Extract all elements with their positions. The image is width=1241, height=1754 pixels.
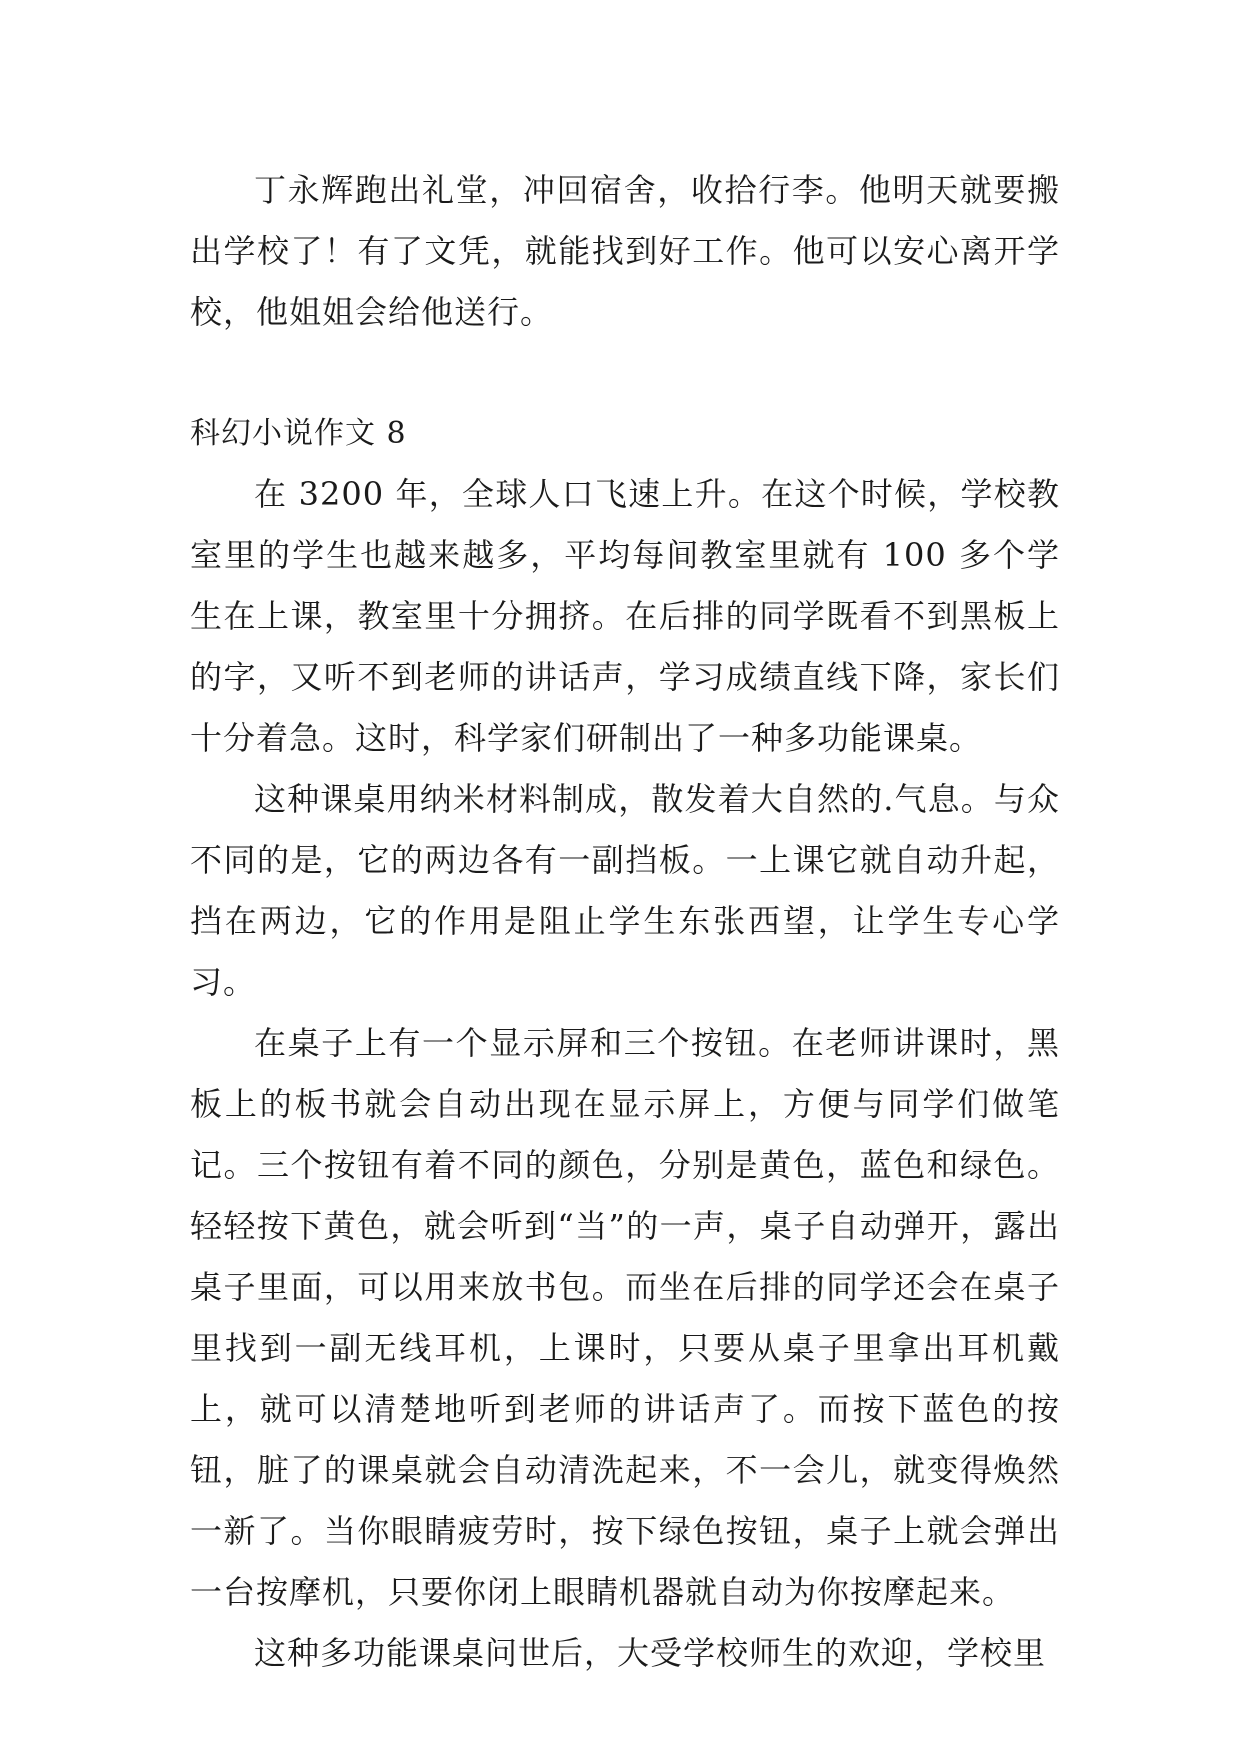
document-page [190, 160, 1060, 1684]
section-title: 科幻小说作文 8 [190, 416, 407, 451]
paragraph-2: 这种课桌用纳米材料制成，散发着大自然的.气息。与众不同的是，它的两边各有一副挡板。一上课它就自动升起，挡在两边，它的作用是阻止学生东张西望，让学生专心学习。 [190, 780, 1060, 1001]
paragraph-3: 在桌子上有一个显示屏和三个按钮。在老师讲课时，黑板上的板书就会自动出现在显示屏上，方便与同学们做笔记。三个按钮有着不同的颜色，分别是黄色，蓝色和绿色。轻轻按下黄色，就会听到“当”的一声，桌子自动弹开，露出桌子里面，可以用来放书包。而坐在后排的同学还会在桌子里找到一副无线耳机，上课时，只要从桌子里拿出耳机戴上，就可以清楚地听到老师的讲话声了。而按下蓝色的按钮，脏了的课桌就会自动清洗起来，不一会儿，就变得焕然一新了。当你眼睛疲劳时，按下绿色按钮，桌子上就会弹出一台按摩机，只要你闭上眼睛机器就自动为你按摩起来。 [190, 1024, 1060, 1611]
paragraph-1: 在 3200 年，全球人口飞速上升。在这个时候，学校教室里的学生也越来越多，平均每间教室里就有 100 多个学生在上课，教室里十分拥挤。在后排的同学既看不到黑板上的字，又听不到老师的讲话声，学习成绩直线下降，家长们十分着急。这时，科学家们研制出了一种多功能课桌。 [190, 475, 1060, 757]
paragraph-intro: 丁永辉跑出礼堂，冲回宿舍，收拾行李。他明天就要搬出学校了！有了文凭，就能找到好工作。他可以安心离开学校，他姐姐会给他送行。 [190, 171, 1060, 331]
paragraph-4: 这种多功能课桌问世后，大受学校师生的欢迎，学校里 [254, 1634, 1047, 1672]
